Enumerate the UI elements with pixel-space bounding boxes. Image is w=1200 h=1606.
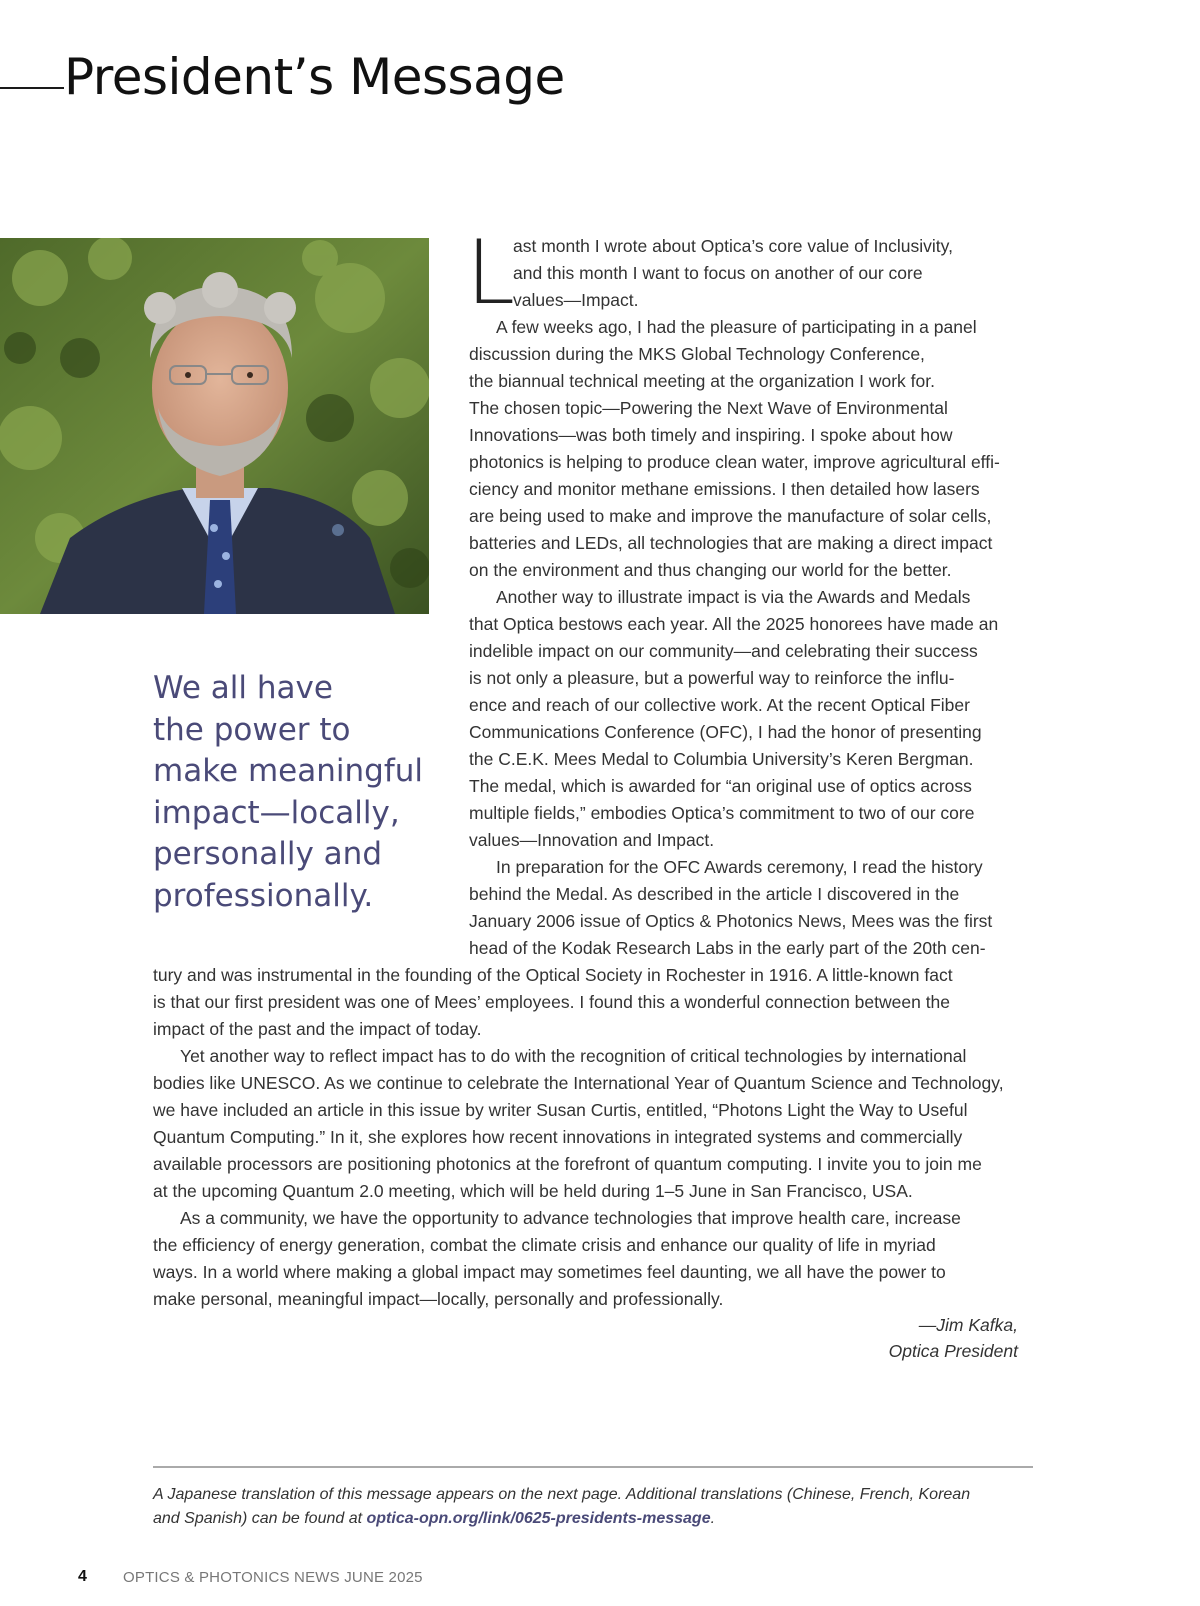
publication-name: OPTICS & PHOTONICS NEWS JUNE 2025 (123, 1569, 423, 1586)
body-line: and this month I want to focus on another of our core (513, 263, 923, 283)
signature-role: Optica President (888, 1341, 1018, 1361)
body-line: on the environment and thus changing our world for the better. (469, 560, 952, 580)
body-line: Another way to illustrate impact is via the Awards and Medals (496, 587, 971, 607)
footnote-line: A Japanese translation of this message appears on the next page. Additional translations (Chinese, French, Korean (153, 1486, 971, 1503)
body-line: make personal, meaningful impact—locally, personally and professionally. (153, 1289, 724, 1309)
body-line: that Optica bestows each year. All the 2025 honorees have made an (469, 614, 999, 634)
body-line: January 2006 issue of Optics & Photonics News, Mees was the first (469, 911, 993, 931)
body-line: In preparation for the OFC Awards ceremony, I read the history (496, 857, 983, 877)
body-line: multiple fields,” embodies Optica’s commitment to two of our core (469, 803, 975, 823)
body-line: values—Impact. (513, 290, 639, 310)
body-line: The chosen topic—Powering the Next Wave of Environmental (469, 398, 948, 418)
body-line: Innovations—was both timely and inspiring. I spoke about how (469, 425, 953, 445)
footnote-text: and Spanish) can be found at (153, 1510, 367, 1527)
body-line: ence and reach of our collective work. At the recent Optical Fiber (469, 695, 970, 715)
title-rule (0, 87, 64, 89)
page-title: President’s Message (64, 48, 565, 106)
body-line: As a community, we have the opportunity to advance technologies that improve health care, increase (180, 1208, 961, 1228)
pull-quote-line: make meaningful (153, 753, 423, 789)
body-line: is not only a pleasure, but a powerful way to reinforce the influ- (469, 668, 955, 688)
body-line: head of the Kodak Research Labs in the early part of the 20th cen- (469, 938, 986, 958)
pull-quote-line: the power to (153, 711, 351, 748)
pull-quote-line: impact—locally, (153, 794, 400, 831)
body-line: available processors are positioning photonics at the forefront of quantum computing. I invite you to join me (153, 1154, 982, 1174)
president-portrait (0, 238, 429, 614)
body-line: indelible impact on our community—and celebrating their success (469, 641, 978, 661)
page-number: 4 (78, 1568, 87, 1585)
body-line: A few weeks ago, I had the pleasure of participating in a panel (496, 317, 977, 337)
body-line: is that our first president was one of Mees’ employees. I found this a wonderful connection between the (153, 992, 951, 1012)
body-line: The medal, which is awarded for “an original use of optics across (469, 776, 972, 796)
body-line: values—Innovation and Impact. (469, 830, 715, 850)
body-line: behind the Medal. As described in the article I discovered in the (469, 884, 960, 904)
body-line: the C.E.K. Mees Medal to Columbia University’s Keren Bergman. (469, 749, 974, 769)
body-line: batteries and LEDs, all technologies that are making a direct impact (469, 533, 993, 553)
body-line: ciency and monitor methane emissions. I then detailed how lasers (469, 479, 980, 499)
body-line: impact of the past and the impact of today. (153, 1019, 482, 1039)
body-line: ast month I wrote about Optica’s core value of Inclusivity, (513, 236, 953, 256)
body-line: Communications Conference (OFC), I had the honor of presenting (469, 722, 982, 742)
body-line: are being used to make and improve the manufacture of solar cells, (469, 506, 992, 526)
body-line: the biannual technical meeting at the organization I work for. (469, 371, 935, 391)
body-line: we have included an article in this issue by writer Susan Curtis, entitled, “Photons Light the Way to Useful (153, 1100, 968, 1120)
body-line: ways. In a world where making a global impact may sometimes feel daunting, we all have the power to (153, 1262, 946, 1282)
body-line: photonics is helping to produce clean water, improve agricultural effi- (469, 452, 1000, 472)
translations-link[interactable]: optica-opn.org/link/0625-presidents-message (366, 1510, 711, 1527)
footnote-text: . (710, 1510, 716, 1527)
pull-quote-line: We all have (153, 670, 333, 706)
body-line: Quantum Computing.” In it, she explores how recent innovations in integrated systems and commercially (153, 1127, 963, 1147)
body-line: tury and was instrumental in the founding of the Optical Society in Rochester in 1916. A little-known fact (153, 965, 953, 985)
pull-quote-line: personally and (153, 836, 383, 872)
footnote-divider (153, 1466, 1033, 1468)
footnote-line (153, 1508, 1033, 1530)
pull-quote-line: professionally. (153, 877, 374, 914)
body-line: bodies like UNESCO. As we continue to celebrate the International Year of Quantum Science and Technology, (153, 1073, 1004, 1093)
body-line: Yet another way to reflect impact has to do with the recognition of critical technologies by international (180, 1046, 967, 1066)
body-line: the efficiency of energy generation, combat the climate crisis and enhance our quality of life in myriad (153, 1235, 936, 1255)
signature-name: —Jim Kafka, (918, 1315, 1018, 1335)
body-line: discussion during the MKS Global Technology Conference, (469, 344, 925, 364)
body-line: at the upcoming Quantum 2.0 meeting, which will be held during 1–5 June in San Francisco, USA. (153, 1181, 913, 1201)
pull-quote (153, 668, 423, 917)
drop-cap: L (466, 221, 516, 324)
